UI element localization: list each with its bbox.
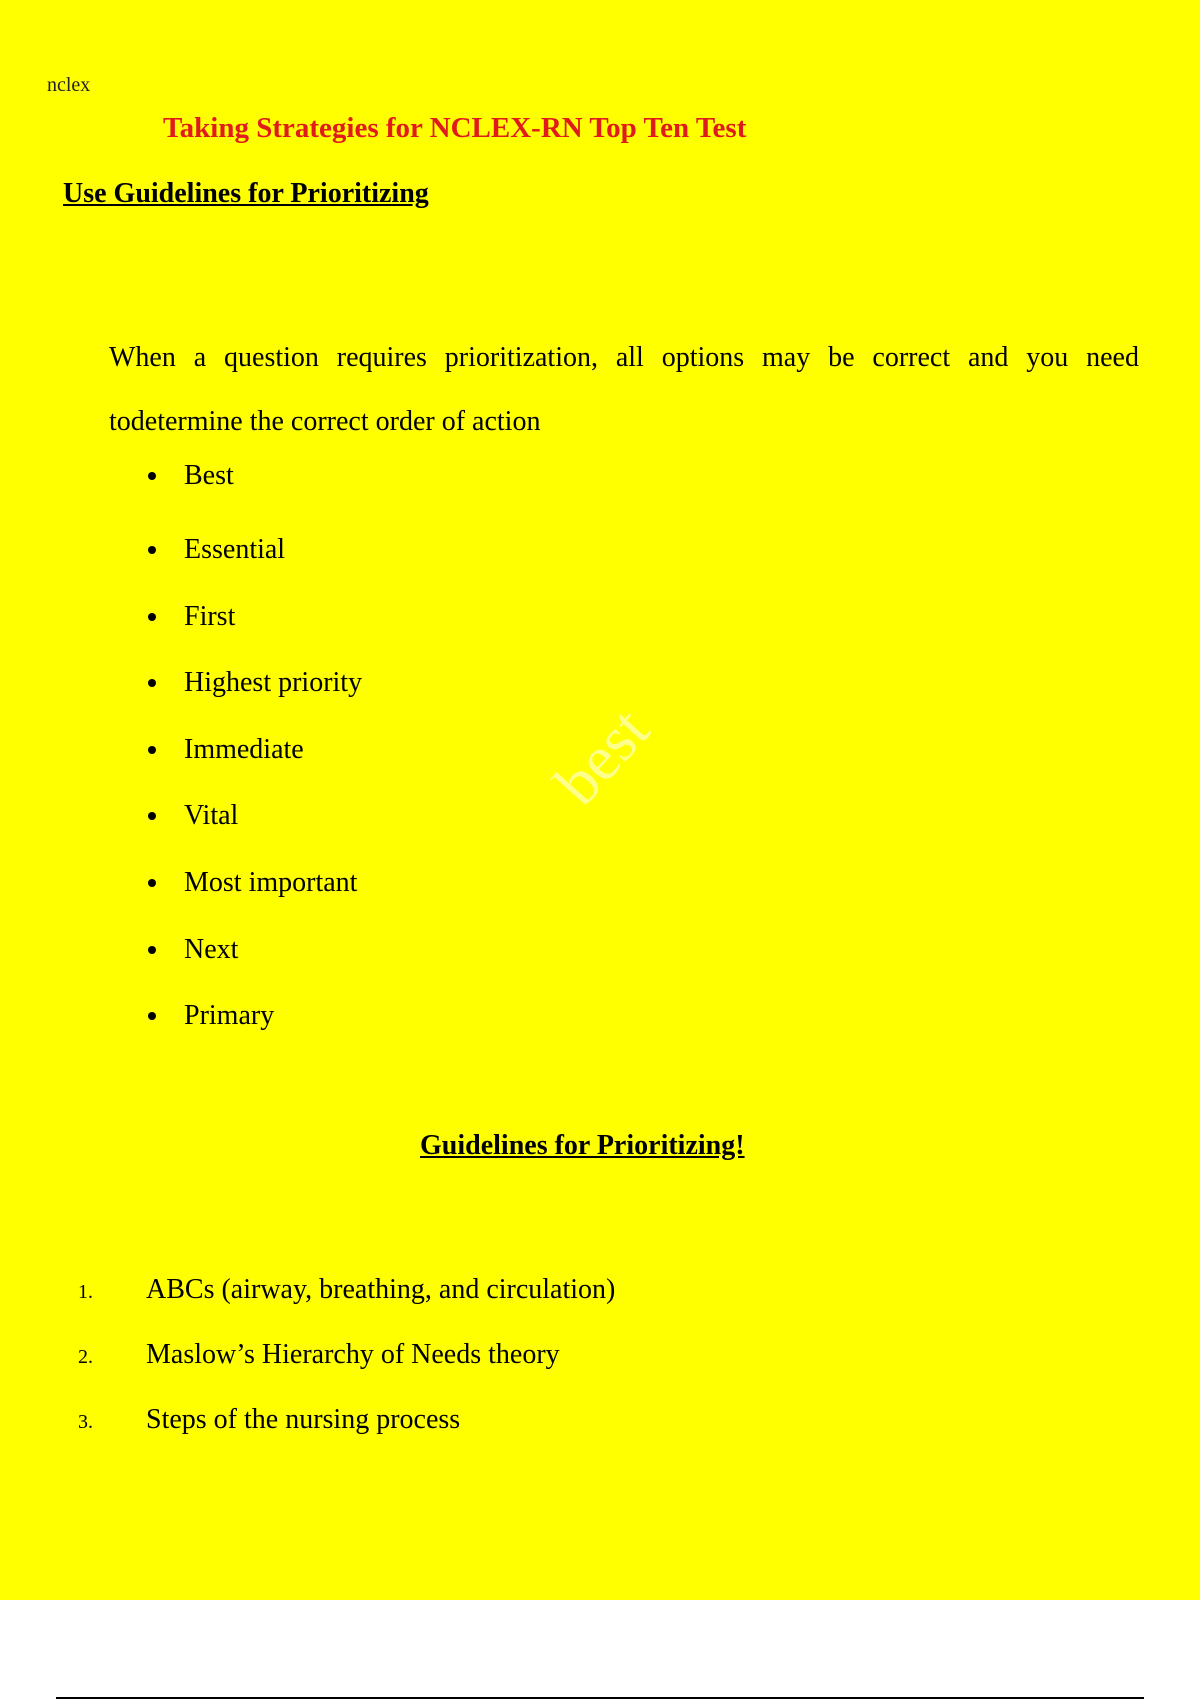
bullet-icon [148,546,156,554]
footer-divider [56,1697,1144,1699]
page-header-label: nclex [47,74,91,96]
bullet-icon [148,946,156,954]
list-item: Best [148,460,234,492]
list-item: Next [148,934,238,966]
list-item: 2. Maslow’s Hierarchy of Needs theory [78,1339,560,1370]
bullet-icon [148,613,156,621]
list-item: Immediate [148,734,304,766]
list-item: 3. Steps of the nursing process [78,1404,461,1435]
list-item: Vital [148,800,238,832]
document-title: Taking Strategies for NCLEX-RN Top Ten Test [163,112,747,144]
list-item: First [148,601,235,633]
list-item: Highest priority [148,667,362,699]
list-item: Primary [148,1000,274,1032]
intro-paragraph: When a question requires prioritization, all options may be correct and you need todetermine the correct order of action [109,342,1139,437]
bullet-icon [148,1012,156,1020]
bullet-icon [148,812,156,820]
section-heading-use-guidelines: Use Guidelines for Prioritizing [63,178,429,209]
bullet-icon [148,746,156,754]
bullet-icon [148,472,156,480]
bullet-icon [148,679,156,687]
watermark-text: best [540,694,663,819]
list-item: 1. ABCs (airway, breathing, and circulation) [78,1274,616,1305]
section-heading-guidelines: Guidelines for Prioritizing! [420,1130,745,1161]
list-item: Essential [148,534,285,566]
list-item: Most important [148,867,357,899]
bullet-icon [148,879,156,887]
